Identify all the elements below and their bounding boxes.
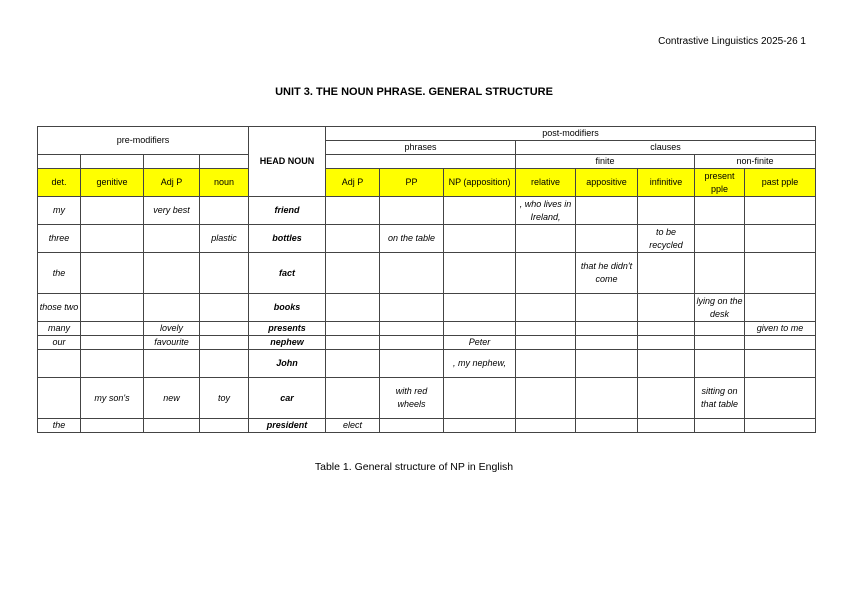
table-cell xyxy=(444,225,516,253)
table-cell xyxy=(745,253,816,294)
col-header-noun: noun xyxy=(200,169,249,197)
table-cell: elect xyxy=(326,419,380,433)
table-cell xyxy=(144,419,200,433)
table-cell xyxy=(695,419,745,433)
table-cell xyxy=(745,294,816,322)
table-cell xyxy=(576,197,638,225)
blank-cell xyxy=(38,155,81,169)
table-cell xyxy=(81,350,144,378)
table-cell: our xyxy=(38,336,81,350)
table-cell: to be recycled xyxy=(638,225,695,253)
table-row xyxy=(38,225,816,253)
table-cell xyxy=(516,322,576,336)
table-cell xyxy=(638,294,695,322)
table-cell xyxy=(144,294,200,322)
table-cell xyxy=(638,419,695,433)
table-cell xyxy=(638,336,695,350)
table-cell xyxy=(516,378,576,419)
non-finite-header: non-finite xyxy=(695,155,816,169)
col-header-appositive: appositive xyxy=(576,169,638,197)
table-cell: my son's xyxy=(81,378,144,419)
table-cell xyxy=(81,197,144,225)
table-cell xyxy=(516,419,576,433)
table-cell: the xyxy=(38,253,81,294)
table-cell xyxy=(326,350,380,378)
table-cell: , my nephew, xyxy=(444,350,516,378)
table-cell xyxy=(144,225,200,253)
table-cell xyxy=(576,322,638,336)
head-noun-cell: John xyxy=(249,350,326,378)
table-cell: the xyxy=(38,419,81,433)
table-cell xyxy=(200,322,249,336)
table-row xyxy=(38,336,816,350)
table-cell: with red wheels xyxy=(380,378,444,419)
table-cell xyxy=(745,336,816,350)
table-cell xyxy=(516,225,576,253)
finite-header: finite xyxy=(516,155,695,169)
table-cell xyxy=(326,294,380,322)
table-cell xyxy=(444,294,516,322)
table-cell xyxy=(380,253,444,294)
table-cell: many xyxy=(38,322,81,336)
head-noun-cell: presents xyxy=(249,322,326,336)
table-cell xyxy=(81,253,144,294)
table-cell xyxy=(745,378,816,419)
table-cell xyxy=(516,336,576,350)
table-cell xyxy=(38,378,81,419)
table-cell xyxy=(516,253,576,294)
table-cell xyxy=(81,294,144,322)
table-body xyxy=(38,197,816,433)
table-cell xyxy=(380,294,444,322)
head-noun-cell: car xyxy=(249,378,326,419)
table-cell xyxy=(576,378,638,419)
head-noun-cell: books xyxy=(249,294,326,322)
table-cell xyxy=(576,419,638,433)
table-cell: lying on the desk xyxy=(695,294,745,322)
blank-cell xyxy=(326,155,516,169)
table-row xyxy=(38,378,816,419)
table-cell xyxy=(444,419,516,433)
table-cell xyxy=(200,253,249,294)
table-cell xyxy=(144,350,200,378)
table-cell xyxy=(638,322,695,336)
head-noun-cell: fact xyxy=(249,253,326,294)
table-caption: Table 1. General structure of NP in English xyxy=(314,461,514,473)
table-cell xyxy=(444,322,516,336)
blank-cell xyxy=(144,155,200,169)
table-cell: lovely xyxy=(144,322,200,336)
table-cell xyxy=(326,322,380,336)
pre-modifiers-header: pre-modifiers xyxy=(38,127,249,155)
table-cell xyxy=(326,225,380,253)
table-row xyxy=(38,350,816,378)
table-cell xyxy=(638,197,695,225)
table-cell xyxy=(81,336,144,350)
col-header-np-apposition: NP (apposition) xyxy=(444,169,516,197)
table-row xyxy=(38,253,816,294)
table-cell xyxy=(444,378,516,419)
table-cell: toy xyxy=(200,378,249,419)
table-cell xyxy=(200,419,249,433)
table-cell xyxy=(745,419,816,433)
col-header-pp: PP xyxy=(380,169,444,197)
table-cell xyxy=(81,419,144,433)
table-cell xyxy=(326,378,380,419)
table-cell xyxy=(695,253,745,294)
table-cell xyxy=(638,378,695,419)
table-cell xyxy=(576,350,638,378)
table-cell: new xyxy=(144,378,200,419)
table-row xyxy=(38,294,816,322)
table-cell: plastic xyxy=(200,225,249,253)
table-cell xyxy=(380,336,444,350)
table-cell xyxy=(200,336,249,350)
table-cell: on the table xyxy=(380,225,444,253)
table-row xyxy=(38,197,816,225)
table-cell: given to me xyxy=(745,322,816,336)
head-noun-cell: president xyxy=(249,419,326,433)
col-header-infinitive: infinitive xyxy=(638,169,695,197)
table-cell xyxy=(326,197,380,225)
table-cell xyxy=(576,225,638,253)
phrases-header: phrases xyxy=(326,141,516,155)
head-noun-cell: nephew xyxy=(249,336,326,350)
table-cell: , who lives in Ireland, xyxy=(516,197,576,225)
table-cell: very best xyxy=(144,197,200,225)
post-modifiers-header: post-modifiers xyxy=(326,127,816,141)
table-cell: those two xyxy=(38,294,81,322)
table-cell xyxy=(695,225,745,253)
table-cell xyxy=(695,197,745,225)
col-header-adjp-pre: Adj P xyxy=(144,169,200,197)
head-noun-cell: friend xyxy=(249,197,326,225)
table-cell xyxy=(695,336,745,350)
table-row xyxy=(38,322,816,336)
table-cell xyxy=(380,419,444,433)
table-cell xyxy=(576,336,638,350)
blank-cell xyxy=(200,155,249,169)
table-cell xyxy=(81,225,144,253)
table-cell xyxy=(695,350,745,378)
table-row xyxy=(38,419,816,433)
table-cell: my xyxy=(38,197,81,225)
col-header-present-pple: present pple xyxy=(695,169,745,197)
table-cell xyxy=(380,322,444,336)
np-structure-table xyxy=(37,126,816,433)
table-cell xyxy=(326,336,380,350)
table-cell: three xyxy=(38,225,81,253)
table-cell xyxy=(200,197,249,225)
table-cell xyxy=(144,253,200,294)
table-cell: favourite xyxy=(144,336,200,350)
col-header-genitive: genitive xyxy=(81,169,144,197)
blank-cell xyxy=(81,155,144,169)
col-header-relative: relative xyxy=(516,169,576,197)
clauses-header: clauses xyxy=(516,141,816,155)
table-cell xyxy=(745,197,816,225)
col-header-adjp-post: Adj P xyxy=(326,169,380,197)
table-cell xyxy=(326,253,380,294)
running-header: Contrastive Linguistics 2025-26 1 xyxy=(658,36,806,47)
table-cell xyxy=(444,253,516,294)
table-cell xyxy=(380,350,444,378)
table-cell xyxy=(200,294,249,322)
table-cell xyxy=(38,350,81,378)
col-header-det: det. xyxy=(38,169,81,197)
table-cell xyxy=(576,294,638,322)
table-cell xyxy=(745,350,816,378)
table-cell xyxy=(516,294,576,322)
table-cell xyxy=(695,322,745,336)
table-cell: that he didn't come xyxy=(576,253,638,294)
table-cell xyxy=(638,253,695,294)
col-header-past-pple: past pple xyxy=(745,169,816,197)
table-cell xyxy=(638,350,695,378)
head-noun-header: HEAD NOUN xyxy=(249,127,326,197)
table-cell xyxy=(516,350,576,378)
table-cell xyxy=(380,197,444,225)
head-noun-cell: bottles xyxy=(249,225,326,253)
table-cell xyxy=(745,225,816,253)
page-title: UNIT 3. THE NOUN PHRASE. GENERAL STRUCTURE xyxy=(275,86,553,98)
table-cell xyxy=(444,197,516,225)
table-cell: Peter xyxy=(444,336,516,350)
table-cell xyxy=(200,350,249,378)
table-cell: sitting on that table xyxy=(695,378,745,419)
table-cell xyxy=(81,322,144,336)
